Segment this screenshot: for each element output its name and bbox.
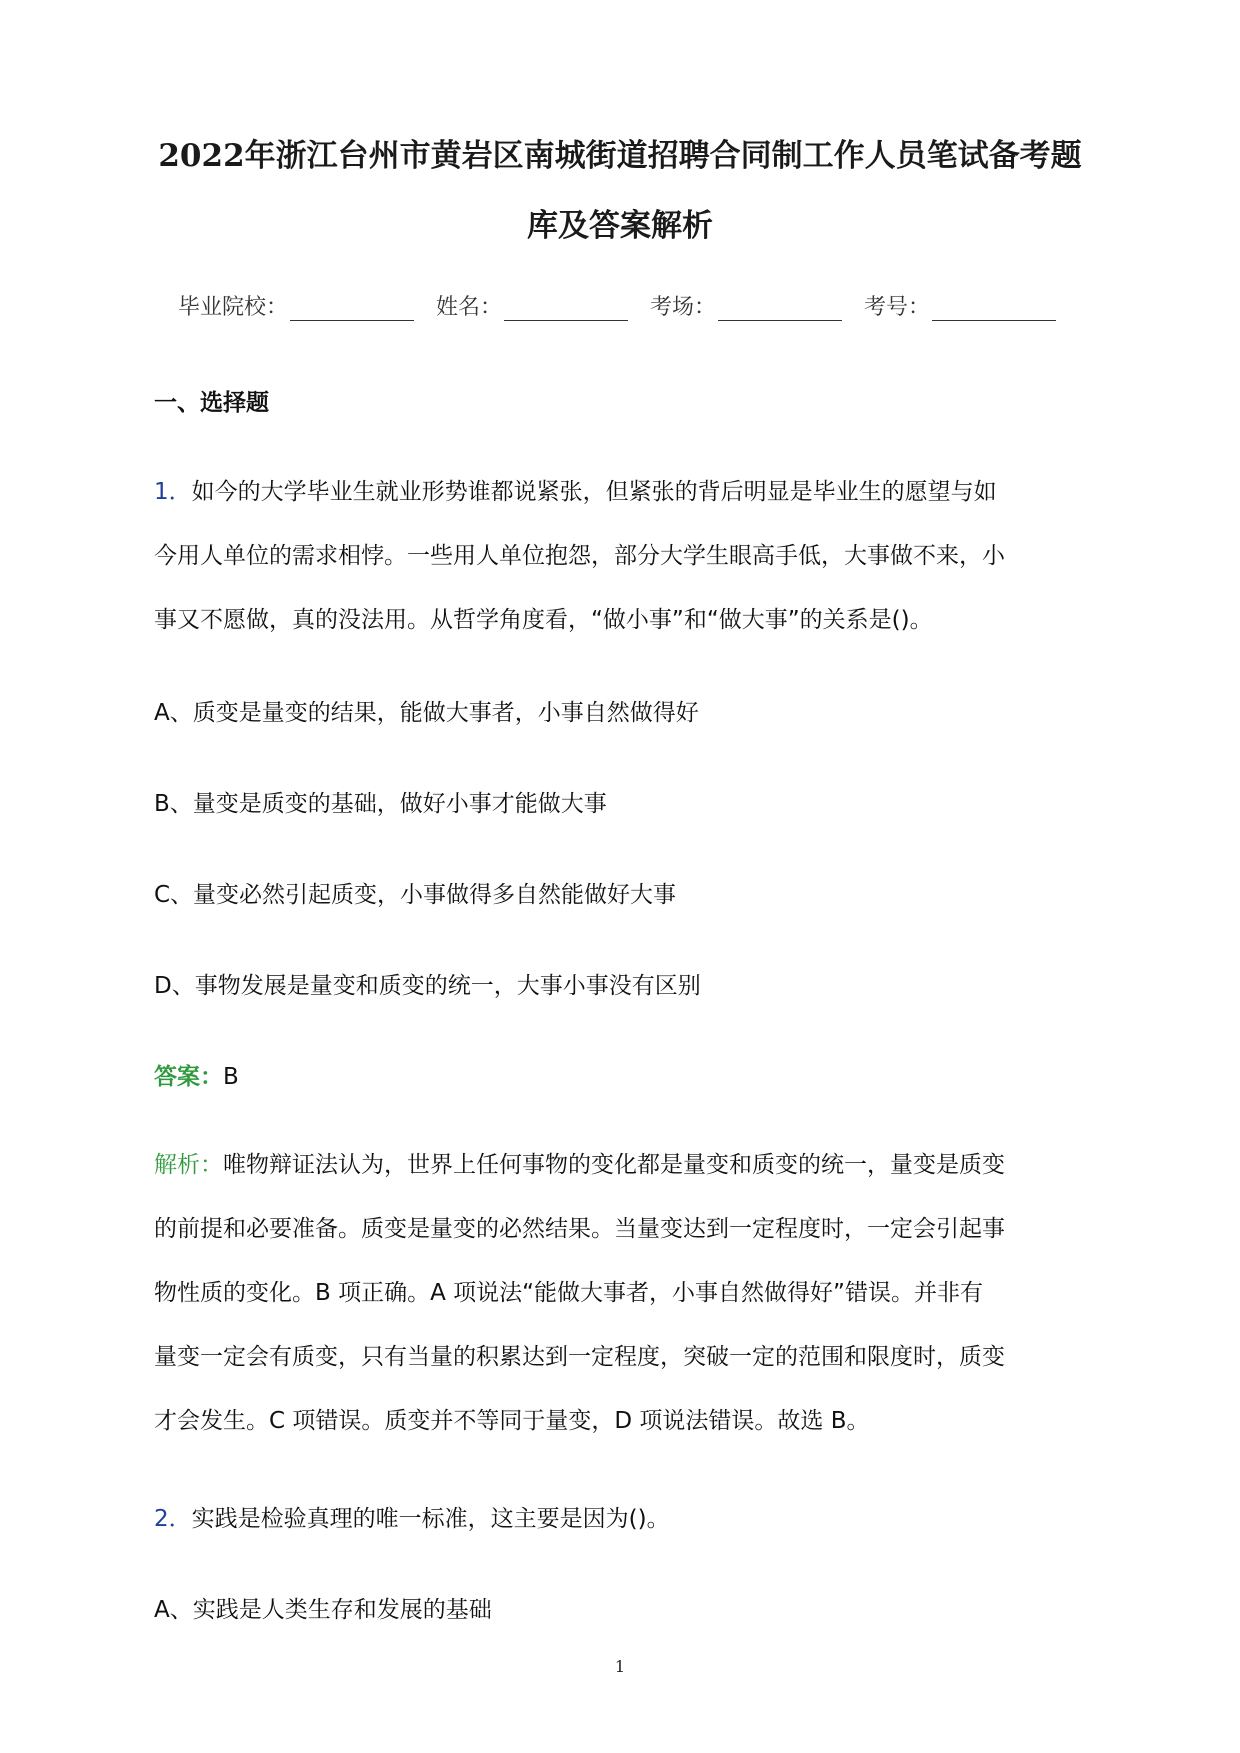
- exam-room-blank[interactable]: [718, 296, 842, 321]
- explanation-line: 物性质的变化。B 项正确。A 项说法“能做大事者，小事自然做得好”错误。并非有: [154, 1280, 983, 1306]
- answer-value: B: [223, 1064, 239, 1090]
- question-1-option-a: A、质变是量变的结果，能做大事者，小事自然做得好: [154, 700, 699, 726]
- section-title: 一、选择题: [154, 390, 269, 416]
- school-blank[interactable]: [290, 296, 414, 321]
- name-field: [436, 290, 628, 321]
- candidate-info-row: [178, 290, 1078, 321]
- question-2-option-a: A、实践是人类生存和发展的基础: [154, 1597, 492, 1623]
- question-1-answer: [154, 1058, 239, 1091]
- document-title-line-1: 2022年浙江台州市黄岩区南城街道招聘合同制工作人员笔试备考题: [158, 138, 1082, 174]
- page-number: 1: [614, 1657, 626, 1676]
- question-1-stem-line: 今用人单位的需求相悖。一些用人单位抱怨，部分大学生眼高手低，大事做不来，小: [154, 543, 1005, 569]
- question-1-explanation: [154, 1133, 1094, 1453]
- name-label: 姓名：: [436, 295, 503, 320]
- question-1-option-d: D、事物发展是量变和质变的统一，大事小事没有区别: [154, 973, 701, 999]
- explanation-line: 才会发生。C 项错误。质变并不等同于量变，D 项说法错误。故选 B。: [154, 1408, 870, 1434]
- school-label: 毕业院校：: [178, 295, 289, 320]
- exam-room-field: [650, 290, 842, 321]
- explanation-line: 量变一定会有质变，只有当量的积累达到一定程度，突破一定的范围和限度时，质变: [154, 1344, 1005, 1370]
- exam-number-field: [864, 290, 1056, 321]
- answer-label: 答案：: [154, 1064, 223, 1090]
- question-1-stem: [154, 460, 1094, 652]
- document-title-line-2: 库及答案解析: [527, 208, 713, 244]
- explanation-label: 解析：: [154, 1152, 223, 1178]
- question-1-option-b: B、量变是质变的基础，做好小事才能做大事: [154, 791, 607, 817]
- explanation-line: 解析：唯物辩证法认为，世界上任何事物的变化都是量变和质变的统一，量变是质变: [154, 1152, 1005, 1178]
- question-1-stem-line: 1．如今的大学毕业生就业形势谁都说紧张，但紧张的背后明显是毕业生的愿望与如: [154, 479, 997, 505]
- explanation-line: 的前提和必要准备。质变是量变的必然结果。当量变达到一定程度时，一定会引起事: [154, 1216, 1005, 1242]
- exam-number-label: 考号：: [864, 295, 931, 320]
- question-1-option-c: C、量变必然引起质变，小事做得多自然能做好大事: [154, 882, 677, 908]
- exam-room-label: 考场：: [650, 295, 717, 320]
- exam-number-blank[interactable]: [932, 296, 1056, 321]
- question-1-stem-line: 事又不愿做，真的没法用。从哲学角度看，“做小事”和“做大事”的关系是()。: [154, 607, 933, 633]
- school-field: [178, 290, 414, 321]
- question-1-number: 1．: [154, 479, 192, 505]
- question-2-number: 2．: [154, 1506, 192, 1532]
- name-blank[interactable]: [504, 296, 628, 321]
- question-2-stem: 2．实践是检验真理的唯一标准，这主要是因为()。: [154, 1506, 670, 1532]
